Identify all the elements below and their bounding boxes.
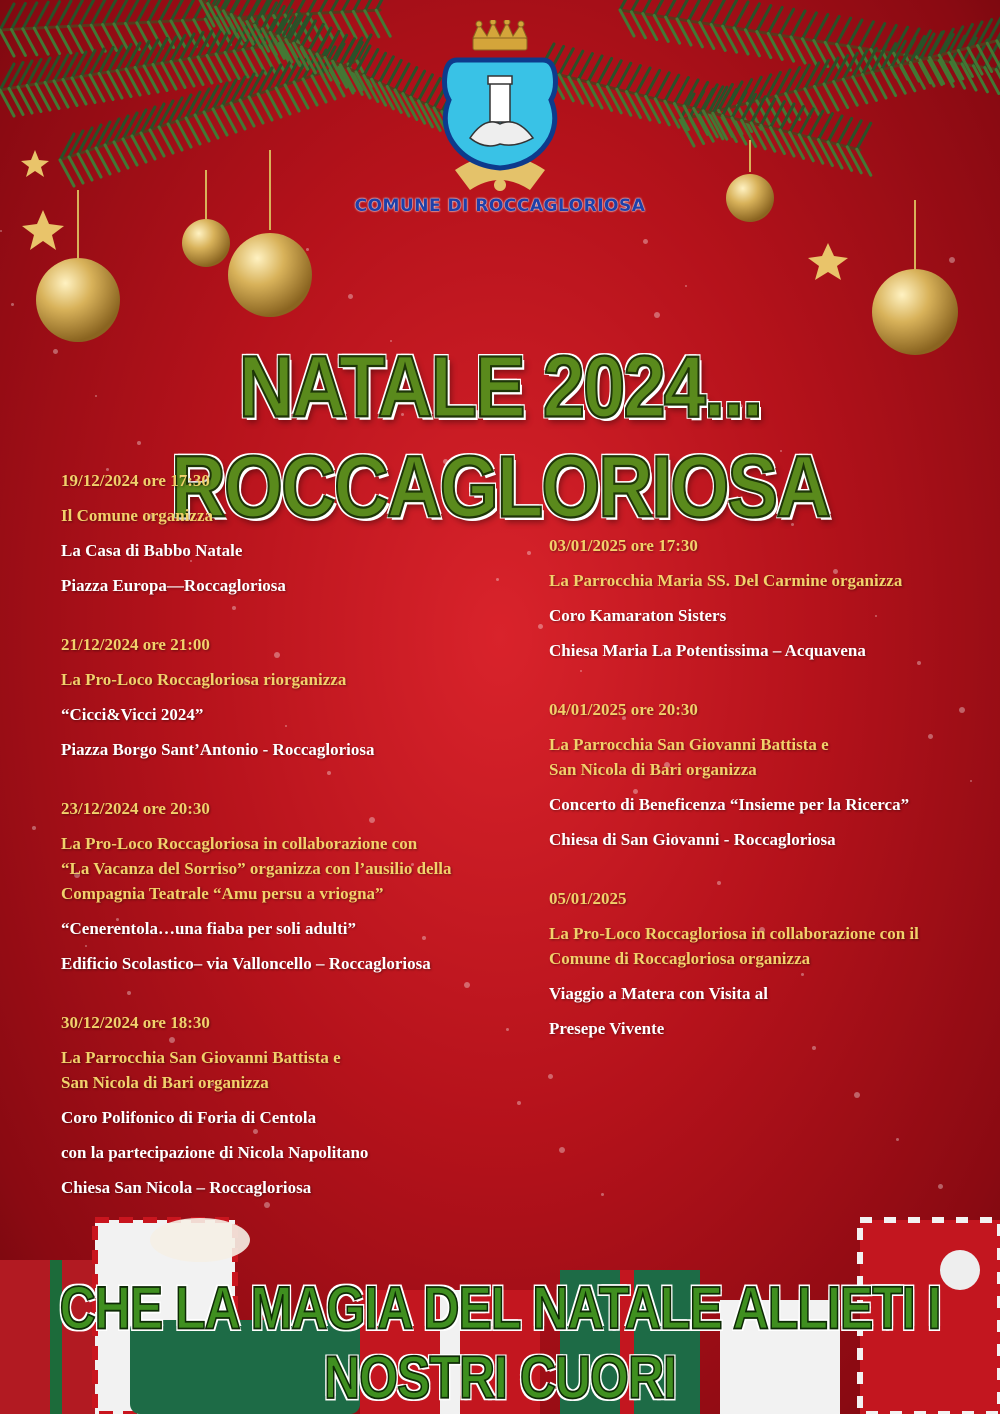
ornament-ball [872, 200, 958, 355]
event-detail: “Cicci&Vicci 2024” [61, 705, 204, 724]
event-organizer: San Nicola di Bari organizza [61, 1073, 269, 1092]
event-organizer: La Parrocchia San Giovanni Battista e [61, 1048, 341, 1067]
event-detail: La Casa di Babbo Natale [61, 541, 243, 560]
event-detail: con la partecipazione di Nicola Napolitano [61, 1143, 369, 1162]
event-organizer: La Pro-Loco Roccagloriosa in collaborazione con [61, 834, 418, 853]
event-organizer: Compagnia Teatrale “Amu persu a vriogna” [61, 884, 384, 903]
event-date: 05/01/2025 [549, 889, 627, 908]
comune-name: COMUNE DI ROCCAGLORIOSA [354, 196, 646, 216]
event-organizer: La Pro-Loco Roccagloriosa in collaborazione con il [549, 924, 919, 943]
event-date: 03/01/2025 ore 17:30 [549, 536, 698, 555]
event-organizer: La Parrocchia Maria SS. Del Carmine organizza [549, 571, 903, 590]
event-detail: Coro Kamaraton Sisters [549, 606, 727, 625]
event-date: 19/12/2024 ore 17:30 [61, 471, 210, 490]
ornament-ball [228, 150, 312, 317]
event-date: 30/12/2024 ore 18:30 [61, 1013, 210, 1032]
event-organizer: La Pro-Loco Roccagloriosa riorganizza [61, 670, 347, 689]
footer-slogan: CHE LA MAGIA DEL NATALE ALLIETI I NOSTRI CUORI [59, 1274, 941, 1412]
event-date: 23/12/2024 ore 20:30 [61, 799, 210, 818]
event-organizer: Il Comune organizza [61, 506, 214, 525]
event-block [61, 796, 541, 976]
event-block [549, 886, 994, 1041]
event-block [549, 697, 994, 852]
event-detail: Edificio Scolastico– via Valloncello – Roccagloriosa [61, 954, 431, 973]
event-block [61, 468, 541, 598]
event-block [549, 533, 994, 663]
event-detail: Piazza Europa—Roccagloriosa [61, 576, 286, 595]
event-detail: Viaggio a Matera con Visita al [549, 984, 768, 1003]
comune-crest-icon [435, 20, 565, 210]
event-organizer: Comune di Roccagloriosa organizza [549, 949, 811, 968]
ornament-ball [36, 190, 120, 342]
event-detail: “Cenerentola…una fiaba per soli adulti” [61, 919, 357, 938]
event-block [61, 1010, 541, 1200]
event-detail: Piazza Borgo Sant’Antonio - Roccagloriosa [61, 740, 375, 759]
page-title: NATALE 2024... ROCCAGLORIOSA [171, 338, 829, 536]
event-block [61, 632, 541, 762]
event-detail: Chiesa di San Giovanni - Roccagloriosa [549, 830, 836, 849]
events-left-column [61, 468, 541, 1234]
ornament-ball [726, 140, 774, 222]
event-organizer: San Nicola di Bari organizza [549, 760, 757, 779]
event-detail: Concerto di Beneficenza “Insieme per la Ricerca” [549, 795, 910, 814]
event-detail: Chiesa Maria La Potentissima – Acquavena [549, 641, 866, 660]
event-detail: Presepe Vivente [549, 1019, 665, 1038]
event-organizer: La Parrocchia San Giovanni Battista e [549, 735, 829, 754]
ornament-ball [182, 170, 230, 267]
events-right-column [549, 533, 994, 1075]
event-date: 04/01/2025 ore 20:30 [549, 700, 698, 719]
event-date: 21/12/2024 ore 21:00 [61, 635, 210, 654]
event-detail: Coro Polifonico di Foria di Centola [61, 1108, 317, 1127]
event-detail: Chiesa San Nicola – Roccagloriosa [61, 1178, 312, 1197]
event-organizer: “La Vacanza del Sorriso” organizza con l’ausilio della [61, 859, 452, 878]
